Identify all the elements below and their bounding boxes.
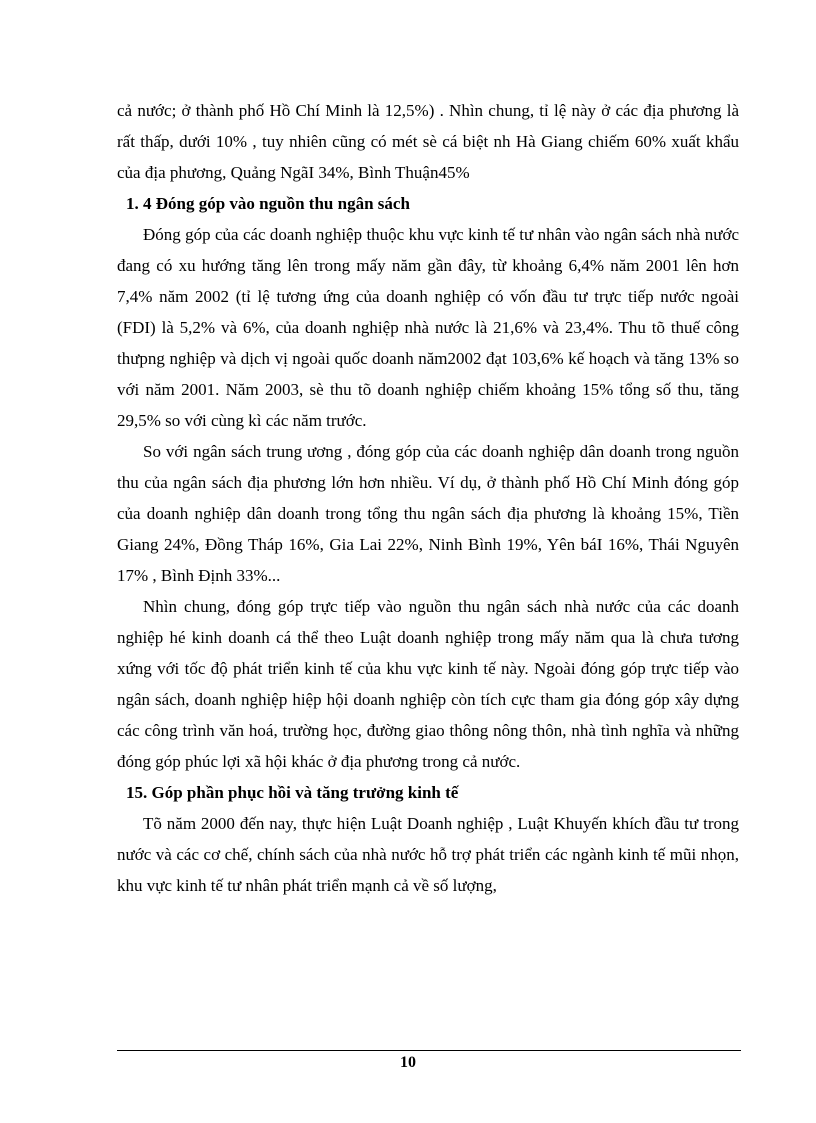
paragraph: Nhìn chung, đóng góp trực tiếp vào nguồn thu ngân sách nhà nước của các doanh nghiệp hé kinh doanh cá thể theo Luật doanh nghiệp trong mấy năm qua là chưa tương xứng với tốc độ phát triển kinh tế của khu vực kinh tế này. Ngoài đóng góp trực tiếp vào ngân sách, doanh nghiệp hiệp hội doanh nghiệp còn tích cực tham gia đóng góp xây dựng các công trình văn hoá, trường học, đường giao thông nông thôn, nhà tình nghĩa và những đóng góp phúc lợi xã hội khác ở địa phương trong cả nước.	[117, 597, 739, 771]
page-number: 10	[400, 1054, 416, 1071]
paragraph: Tõ năm 2000 đến nay, thực hiện Luật Doanh nghiệp , Luật Khuyến khích đầu tư trong nước và các cơ chế, chính sách của nhà nước hỗ trợ phát triển các ngành kinh tế mũi nhọn, khu vực kinh tế tư nhân phát triển mạnh cả về số lượng,	[117, 814, 739, 895]
section-heading-1-5: 15. Góp phần phục hồi và tăng trưởng kinh tế	[126, 783, 459, 802]
paragraph: So với ngân sách trung ương , đóng góp của các doanh nghiệp dân doanh trong nguồn thu của ngân sách địa phương lớn hơn nhiều. Ví dụ, ở thành phố Hồ Chí Minh đóng góp của doanh nghiệp dân doanh trong tổng thu ngân sách địa phương là khoảng 15%, Tiền Giang 24%, Đồng Tháp 16%, Gia Lai 22%, Ninh Bình 19%, Yên báI 16%, Thái Nguyên 17% , Bình Định 33%...	[117, 442, 739, 585]
page-body	[117, 95, 739, 901]
section-heading-1-4: 1. 4 Đóng góp vào nguồn thu ngân sách	[126, 194, 410, 213]
footer-divider	[117, 1050, 741, 1051]
paragraph: Đóng góp của các doanh nghiệp thuộc khu vực kinh tế tư nhân vào ngân sách nhà nước đang có xu hướng tăng lên trong mấy năm gần đây, từ khoảng 6,4% năm 2001 lên hơn 7,4% năm 2002 (tỉ lệ tương ứng của doanh nghiệp có vốn đầu tư trực tiếp nước ngoài (FDI) là 5,2% và 6%, của doanh nghiệp nhà nước là 21,6% và 23,4%. Thu tõ thuế công thưpng nghiệp và dịch vị ngoài quốc doanh năm2002 đạt 103,6% kế hoạch và tăng 13% so với năm 2001. Năm 2003, sè thu tõ doanh nghiệp chiếm khoảng 15% tổng số thu, tăng 29,5% so với cùng kì các năm trước.	[117, 225, 739, 430]
intro-paragraph: cả nước; ở thành phố Hồ Chí Minh là 12,5%) . Nhìn chung, tỉ lệ này ở các địa phương là rất thấp, dưới 10% , tuy nhiên cũng có mét sè cá biệt nh Hà Giang chiếm 60% xuất khẩu của địa phương, Quảng NgãI 34%, Bình Thuận45%	[117, 101, 739, 182]
